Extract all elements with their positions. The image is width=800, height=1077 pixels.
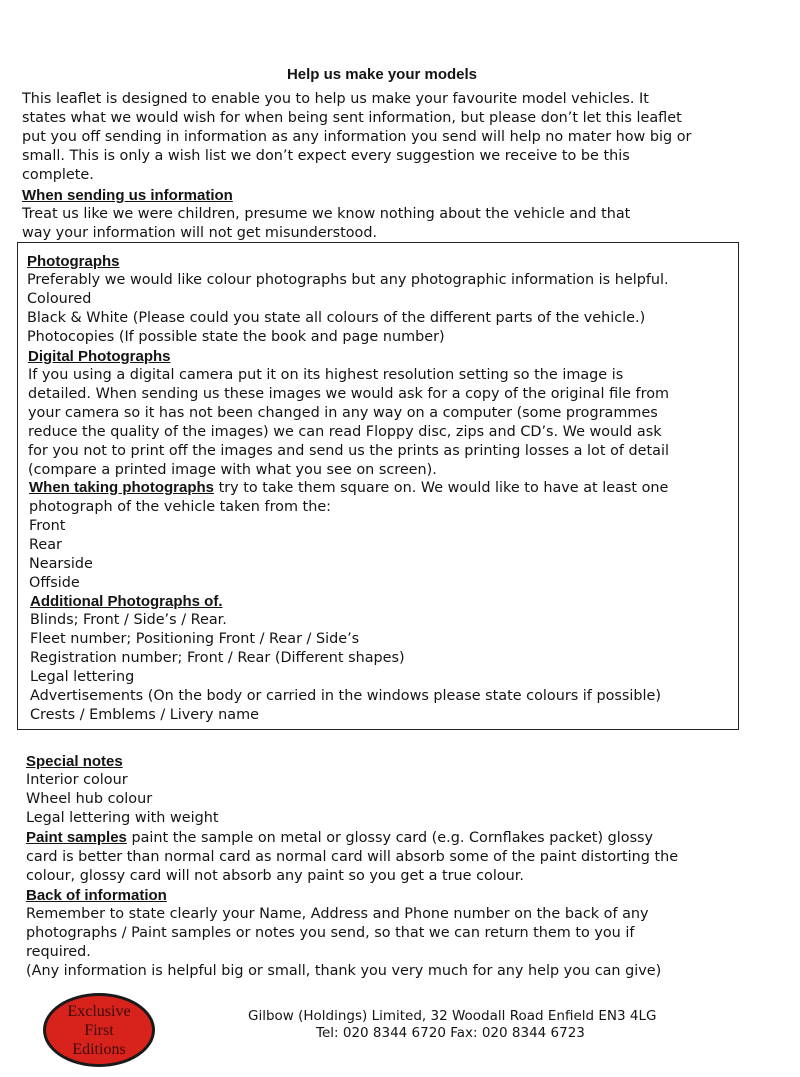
- taking-line: Nearside: [29, 556, 93, 572]
- photographs-line: Coloured: [27, 291, 92, 307]
- taking-heading: When taking photographs: [29, 479, 214, 496]
- photographs-line: Black & White (Please could you state all colours of the different parts of the vehicle.): [27, 310, 646, 326]
- back-line: (Any information is helpful big or small, thank you very much for any help you can give): [26, 963, 662, 979]
- photographs-line: Preferably we would like colour photographs but any photographic information is helpful.: [27, 272, 669, 288]
- page-title: Help us make your models: [286, 66, 478, 83]
- special-section: [26, 752, 766, 981]
- digital-line: (compare a printed image with what you see on screen).: [28, 462, 437, 478]
- back-heading: Back of information: [26, 887, 167, 904]
- photographs-heading: Photographs: [27, 253, 120, 270]
- digital-line: your camera so it has not been changed in any way on a computer (some programmes: [28, 405, 658, 421]
- intro-paragraph: [22, 90, 762, 185]
- special-line: Interior colour: [26, 772, 128, 788]
- taking-section: [29, 478, 741, 593]
- paint-heading: Paint samples: [26, 829, 127, 846]
- taking-line: photograph of the vehicle taken from the:: [29, 499, 332, 515]
- taking-line: Rear: [29, 537, 62, 553]
- additional-line: Fleet number; Positioning Front / Rear / Side’s: [30, 631, 360, 647]
- special-line: Wheel hub colour: [26, 791, 153, 807]
- digital-line: reduce the quality of the images) we can read Floppy disc, zips and CD’s. We would ask: [28, 424, 662, 440]
- sending-section: [22, 186, 762, 243]
- paint-first-line-rest: paint the sample on metal or glossy card (e.g. Cornflakes packet) glossy: [126, 830, 654, 846]
- company-address: Gilbow (Holdings) Limited, 32 Woodall Road Enfield EN3 4LG: [248, 1008, 657, 1024]
- additional-line: Registration number; Front / Rear (Different shapes): [30, 650, 405, 666]
- logo-text-line: First: [84, 1022, 114, 1039]
- special-heading: Special notes: [26, 753, 123, 770]
- exclusive-first-editions-logo: [40, 990, 158, 1070]
- taking-line: Offside: [29, 575, 80, 591]
- company-phone: Tel: 020 8344 6720 Fax: 020 8344 6723: [316, 1025, 585, 1041]
- back-line: Remember to state clearly your Name, Address and Phone number on the back of any: [26, 906, 649, 922]
- intro-line: complete.: [22, 167, 94, 183]
- intro-line: states what we would wish for when being sent information, but please don’t let this leaflet: [22, 110, 682, 126]
- additional-line: Blinds; Front / Side’s / Rear.: [30, 612, 227, 628]
- paint-line: colour, glossy card will not absorb any paint so you get a true colour.: [26, 868, 524, 884]
- additional-line: Legal lettering: [30, 669, 135, 685]
- taking-first-line: [29, 478, 741, 498]
- photographs-line: Photocopies (If possible state the book and page number): [27, 329, 445, 345]
- taking-line: Front: [29, 518, 66, 534]
- taking-first-line-rest: try to take them square on. We would like to have at least one: [214, 480, 669, 496]
- additional-heading: Additional Photographs of.: [30, 593, 223, 610]
- additional-line: Crests / Emblems / Livery name: [30, 707, 259, 723]
- digital-heading: Digital Photographs: [28, 348, 171, 365]
- photographs-section: [27, 252, 739, 347]
- sending-line: way your information will not get misunderstood.: [22, 225, 378, 241]
- sending-line: Treat us like we were children, presume we know nothing about the vehicle and that: [22, 206, 631, 222]
- digital-section: [28, 347, 740, 480]
- digital-line: If you using a digital camera put it on its highest resolution setting so the image is: [28, 367, 624, 383]
- sending-heading: When sending us information: [22, 187, 233, 204]
- digital-line: detailed. When sending us these images we would ask for a copy of the original file from: [28, 386, 670, 402]
- back-line: required.: [26, 944, 91, 960]
- intro-line: put you off sending in information as any information you send will help no mater how big or: [22, 129, 692, 145]
- additional-section: [30, 592, 740, 725]
- logo-text-line: Exclusive: [67, 1003, 131, 1020]
- logo-text-line: Editions: [72, 1041, 126, 1058]
- intro-line: small. This is only a wish list we don’t expect every suggestion we receive to be this: [22, 148, 630, 164]
- additional-line: Advertisements (On the body or carried in the windows please state colours if possible): [30, 688, 661, 704]
- intro-line: This leaflet is designed to enable you to help us make your favourite model vehicles. It: [22, 91, 649, 107]
- paint-line: card is better than normal card as normal card will absorb some of the paint distorting the: [26, 849, 679, 865]
- special-line: Legal lettering with weight: [26, 810, 219, 826]
- company-footer: [230, 1008, 700, 1042]
- paint-first-line: [26, 828, 766, 848]
- digital-line: for you not to print off the images and send us the prints as printing losses a lot of detail: [28, 443, 669, 459]
- back-line: photographs / Paint samples or notes you send, so that we can return them to you if: [26, 925, 635, 941]
